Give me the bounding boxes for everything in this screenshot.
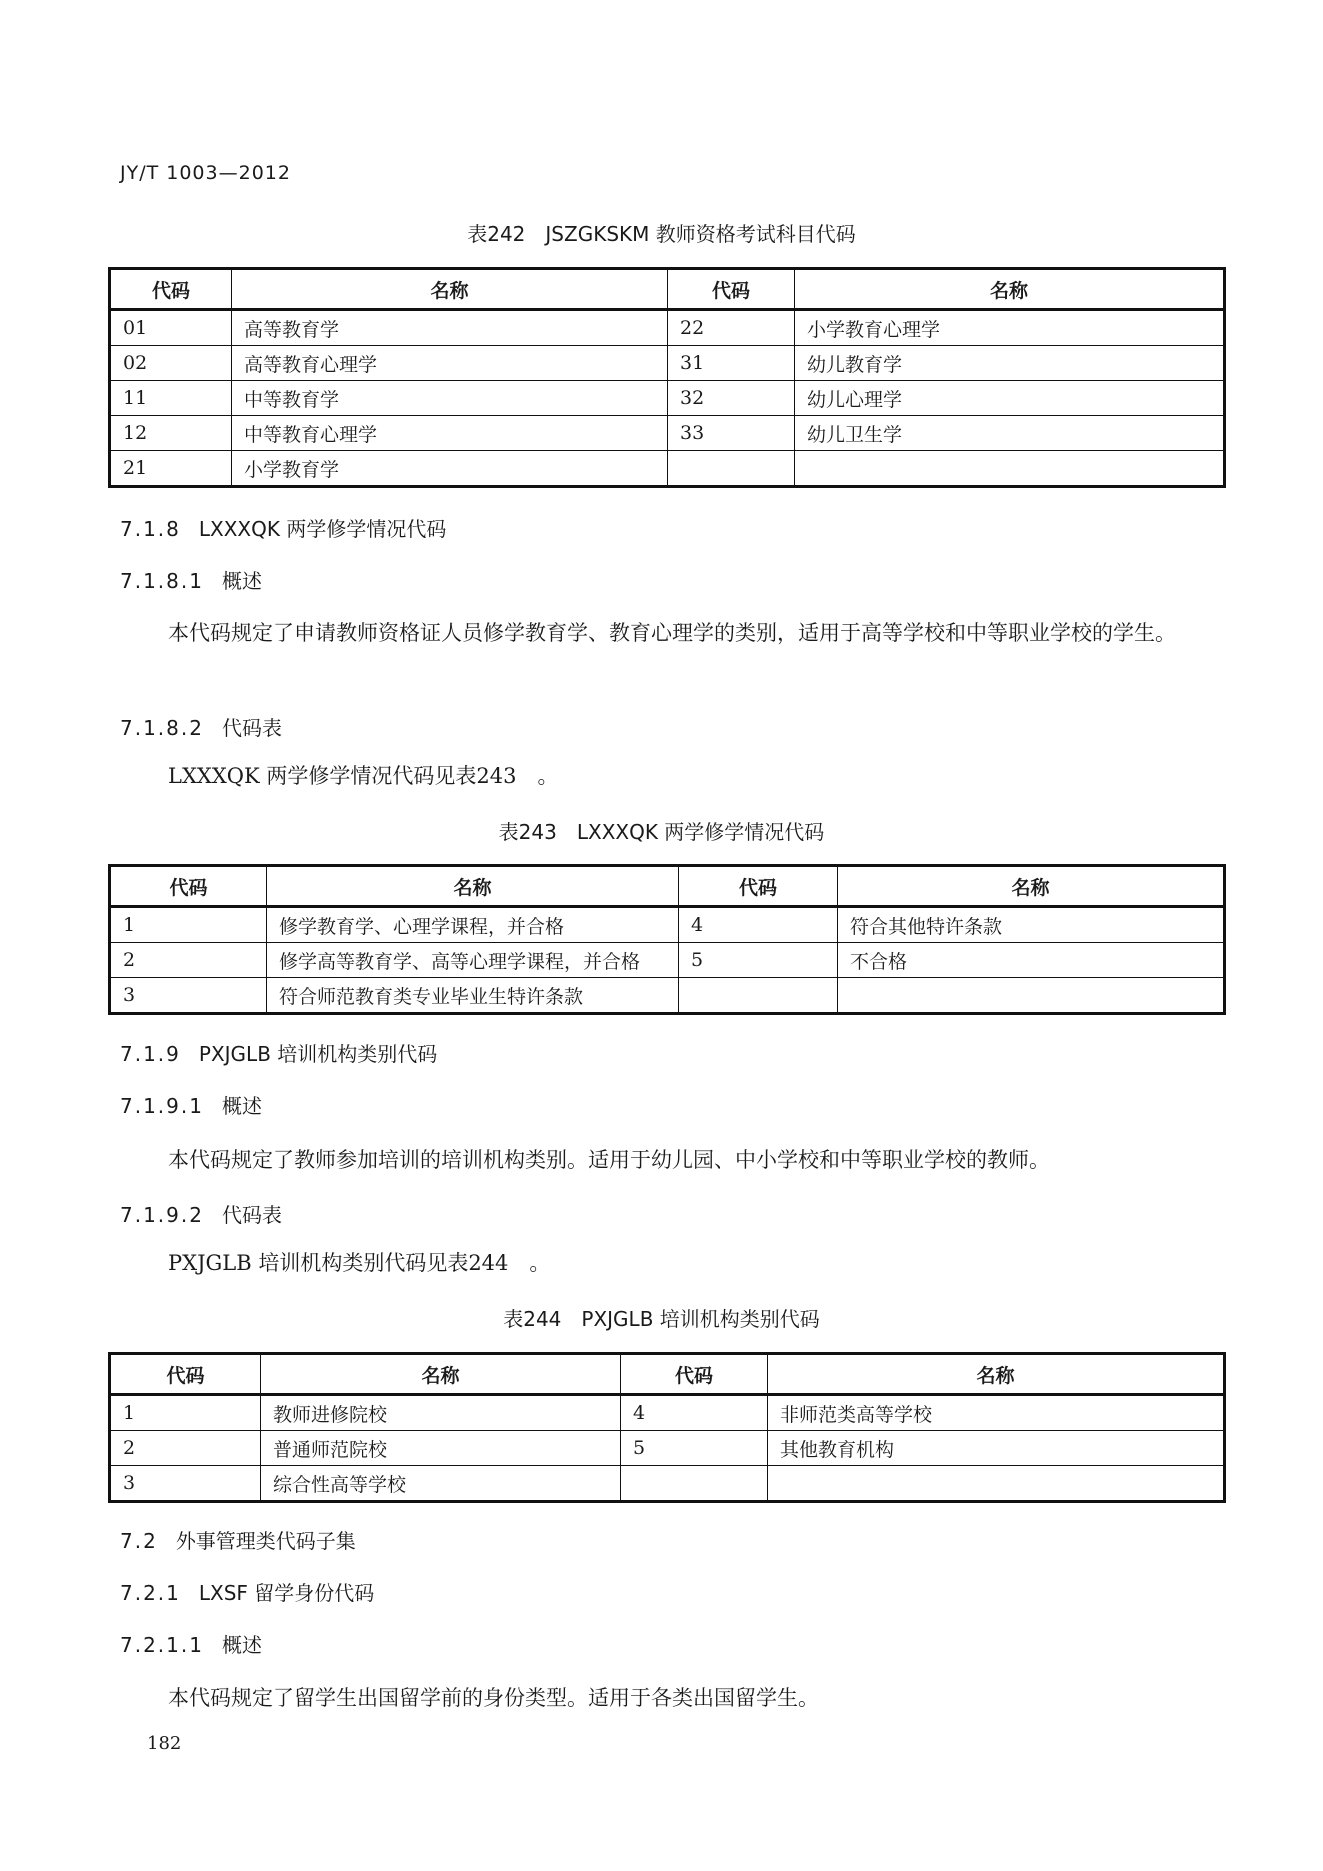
name-cell: 幼儿教育学 (795, 346, 1225, 381)
paragraph: PXJGLB 培训机构类别代码见表244 。 (168, 1251, 551, 1275)
section-7-1-8-1 (120, 565, 262, 594)
table-row (110, 978, 1225, 1014)
page-number: 182 (147, 1733, 182, 1754)
table-row (110, 943, 1225, 978)
name-cell: 幼儿卫生学 (795, 416, 1225, 451)
column-header: 代码 (110, 866, 267, 907)
table-row (110, 381, 1225, 416)
code-cell: 02 (110, 346, 232, 381)
name-cell (838, 978, 1225, 1014)
section-title: LXXXQK 两学修学情况代码 (198, 517, 447, 541)
code-cell (621, 1466, 768, 1502)
name-cell: 不合格 (838, 943, 1225, 978)
column-header: 代码 (621, 1354, 768, 1395)
table-header-row (110, 269, 1225, 310)
section-number: 7.2.1 (120, 1581, 181, 1605)
section-7-1-9-2 (120, 1199, 282, 1228)
section-title: 代码表 (221, 716, 282, 740)
section-7-2 (120, 1525, 356, 1554)
code-cell: 2 (110, 943, 267, 978)
name-cell: 小学教育学 (232, 451, 668, 487)
column-header: 名称 (795, 269, 1225, 310)
paragraph: 本代码规定了教师参加培训的培训机构类别。适用于幼儿园、中小学校和中等职业学校的教师。 (168, 1148, 1050, 1172)
paragraph: 本代码规定了留学生出国留学前的身份类型。适用于各类出国留学生。 (168, 1686, 819, 1710)
table-243 (108, 864, 1226, 1015)
section-number: 7.1.8.1 (120, 569, 204, 593)
code-cell: 5 (621, 1431, 768, 1466)
paragraph: 本代码规定了申请教师资格证人员修学教育学、教育心理学的类别，适用于高等学校和中等职业学校的学生。 (168, 621, 1176, 645)
code-cell: 5 (679, 943, 838, 978)
name-cell: 综合性高等学校 (261, 1466, 621, 1502)
section-7-1-9 (120, 1038, 437, 1067)
name-cell: 普通师范院校 (261, 1431, 621, 1466)
section-title: 概述 (221, 1094, 262, 1118)
table-row (110, 346, 1225, 381)
code-cell: 21 (110, 451, 232, 487)
code-cell: 31 (668, 346, 795, 381)
table-row (110, 451, 1225, 487)
column-header: 名称 (267, 866, 679, 907)
section-title: PXJGLB 培训机构类别代码 (198, 1042, 438, 1066)
table-header-row (110, 866, 1225, 907)
name-cell: 非师范类高等学校 (768, 1395, 1225, 1431)
code-cell: 2 (110, 1431, 261, 1466)
section-title: 概述 (221, 1633, 262, 1657)
section-title: 代码表 (221, 1203, 282, 1227)
section-7-1-9-1 (120, 1090, 262, 1119)
section-number: 7.1.9 (120, 1042, 181, 1066)
name-cell: 修学教育学、心理学课程，并合格 (267, 907, 679, 943)
column-header: 名称 (261, 1354, 621, 1395)
section-title: 概述 (221, 569, 262, 593)
name-cell: 符合其他特许条款 (838, 907, 1225, 943)
name-cell: 中等教育学 (232, 381, 668, 416)
name-cell: 修学高等教育学、高等心理学课程，并合格 (267, 943, 679, 978)
name-cell: 幼儿心理学 (795, 381, 1225, 416)
code-cell: 33 (668, 416, 795, 451)
code-cell (668, 451, 795, 487)
name-cell: 高等教育学 (232, 310, 668, 346)
name-cell: 高等教育心理学 (232, 346, 668, 381)
table-row (110, 416, 1225, 451)
column-header: 代码 (110, 269, 232, 310)
table-242 (108, 267, 1226, 488)
name-cell (768, 1466, 1225, 1502)
standard-number: JY/T 1003—2012 (120, 162, 291, 184)
table-row (110, 1431, 1225, 1466)
section-number: 7.1.8.2 (120, 716, 204, 740)
table-244-caption: 表244 PXJGLB 培训机构类别代码 (503, 1307, 820, 1331)
section-number: 7.1.9.1 (120, 1094, 204, 1118)
code-cell: 3 (110, 1466, 261, 1502)
code-cell: 12 (110, 416, 232, 451)
code-cell: 32 (668, 381, 795, 416)
code-cell: 11 (110, 381, 232, 416)
code-cell: 4 (679, 907, 838, 943)
table-244 (108, 1352, 1226, 1503)
name-cell: 符合师范教育类专业毕业生特许条款 (267, 978, 679, 1014)
section-7-1-8 (120, 513, 446, 542)
section-title: LXSF 留学身份代码 (198, 1581, 375, 1605)
table-242-caption: 表242 JSZGKSKM 教师资格考试科目代码 (467, 222, 856, 246)
code-cell: 3 (110, 978, 267, 1014)
section-title: 外事管理类代码子集 (175, 1529, 356, 1553)
column-header: 名称 (232, 269, 668, 310)
name-cell: 教师进修院校 (261, 1395, 621, 1431)
table-row (110, 310, 1225, 346)
section-7-2-1-1 (120, 1629, 262, 1658)
code-cell: 4 (621, 1395, 768, 1431)
code-cell: 01 (110, 310, 232, 346)
section-7-1-8-2 (120, 712, 282, 741)
table-row (110, 907, 1225, 943)
name-cell: 中等教育心理学 (232, 416, 668, 451)
paragraph: LXXXQK 两学修学情况代码见表243 。 (168, 764, 559, 788)
section-number: 7.2.1.1 (120, 1633, 204, 1657)
section-7-2-1 (120, 1577, 374, 1606)
name-cell: 其他教育机构 (768, 1431, 1225, 1466)
table-row (110, 1466, 1225, 1502)
table-header-row (110, 1354, 1225, 1395)
name-cell: 小学教育心理学 (795, 310, 1225, 346)
name-cell (795, 451, 1225, 487)
column-header: 名称 (838, 866, 1225, 907)
code-cell: 22 (668, 310, 795, 346)
section-number: 7.2 (120, 1529, 158, 1553)
section-number: 7.1.9.2 (120, 1203, 204, 1227)
table-row (110, 1395, 1225, 1431)
code-cell (679, 978, 838, 1014)
column-header: 名称 (768, 1354, 1225, 1395)
column-header: 代码 (679, 866, 838, 907)
code-cell: 1 (110, 907, 267, 943)
column-header: 代码 (110, 1354, 261, 1395)
table-243-caption: 表243 LXXXQK 两学修学情况代码 (498, 820, 825, 844)
column-header: 代码 (668, 269, 795, 310)
code-cell: 1 (110, 1395, 261, 1431)
section-number: 7.1.8 (120, 517, 181, 541)
